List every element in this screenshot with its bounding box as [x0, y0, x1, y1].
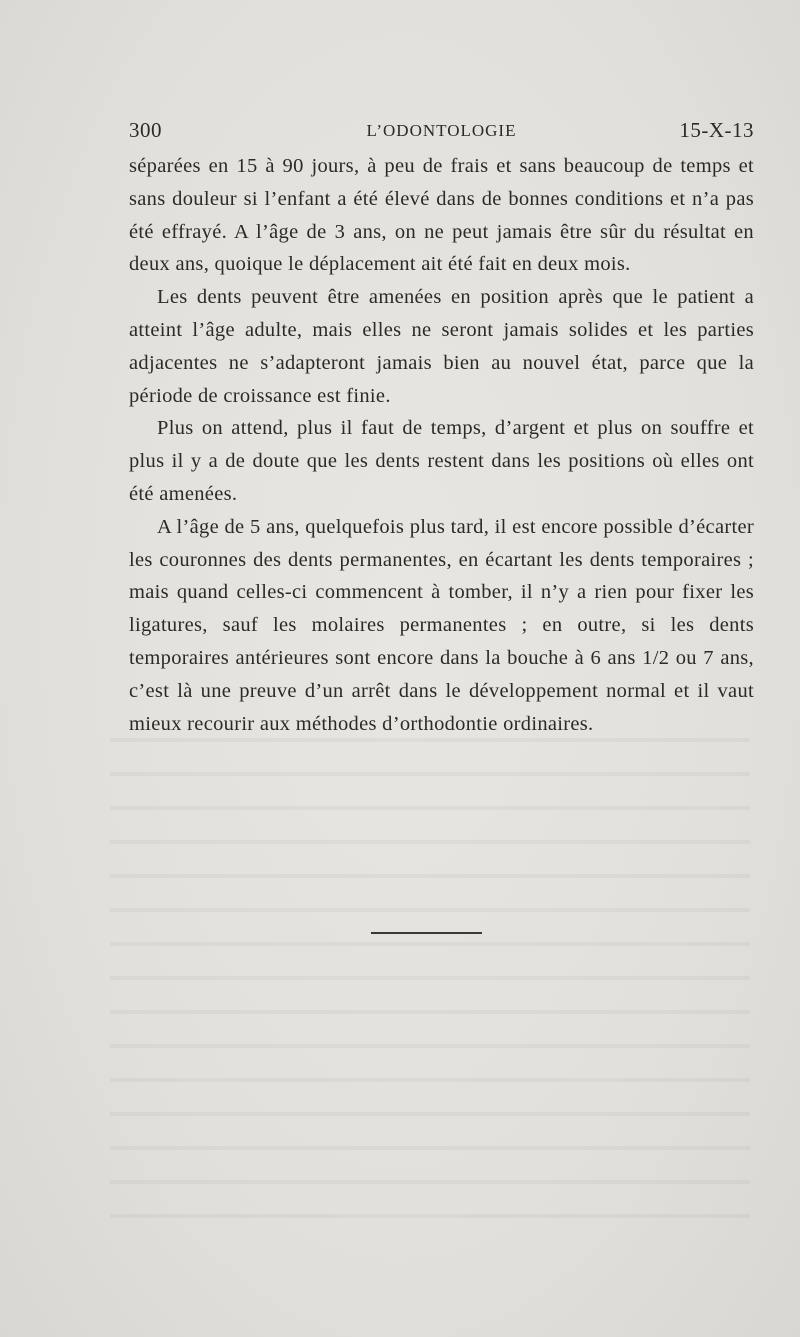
running-header [129, 118, 754, 146]
body-text [129, 150, 754, 740]
paragraph: Plus on attend, plus il faut de temps, d’argent et plus on souffre et plus il y a de doute que les dents restent dans les positions où elles ont été amenées. [129, 417, 754, 505]
paragraph-continued: séparées en 15 à 90 jours, à peu de frais et sans beaucoup de temps et sans douleur si l’enfant a été élevé dans de bonnes conditions et n’a pas été effrayé. A l’âge de 3 ans, on ne peut jamais être sûr du résultat en deux ans, quoique le déplacement ait été fait en deux mois. [129, 155, 754, 276]
bleed-through-texture [110, 720, 750, 1220]
section-divider [371, 932, 482, 934]
page-number: 300 [129, 118, 162, 142]
paragraph: Les dents peuvent être amenées en position après que le patient a atteint l’âge adulte, mais elles ne seront jamais solides et les parties adjacentes ne s’adapteront jamais bien au nouvel état, parce que la période de croissance est finie. [129, 286, 754, 407]
paragraph: A l’âge de 5 ans, quelquefois plus tard, il est encore possible d’écarter les couronnes des dents permanentes, en écartant les dents temporaires ; mais quand celles-ci commencent à tomber, il n’y a rien pour fixer les ligatures, sauf les molaires permanentes ; en outre, si les dents temporaires antérieures sont encore dans la bouche à 6 ans 1/2 ou 7 ans, c’est là une preuve d’un arrêt dans le développement normal et il vaut mieux recourir aux méthodes d’orthodontie ordinaires. [129, 515, 754, 735]
running-title: L’ODONTOLOGIE [366, 121, 517, 140]
issue-date: 15-X-13 [679, 118, 754, 142]
